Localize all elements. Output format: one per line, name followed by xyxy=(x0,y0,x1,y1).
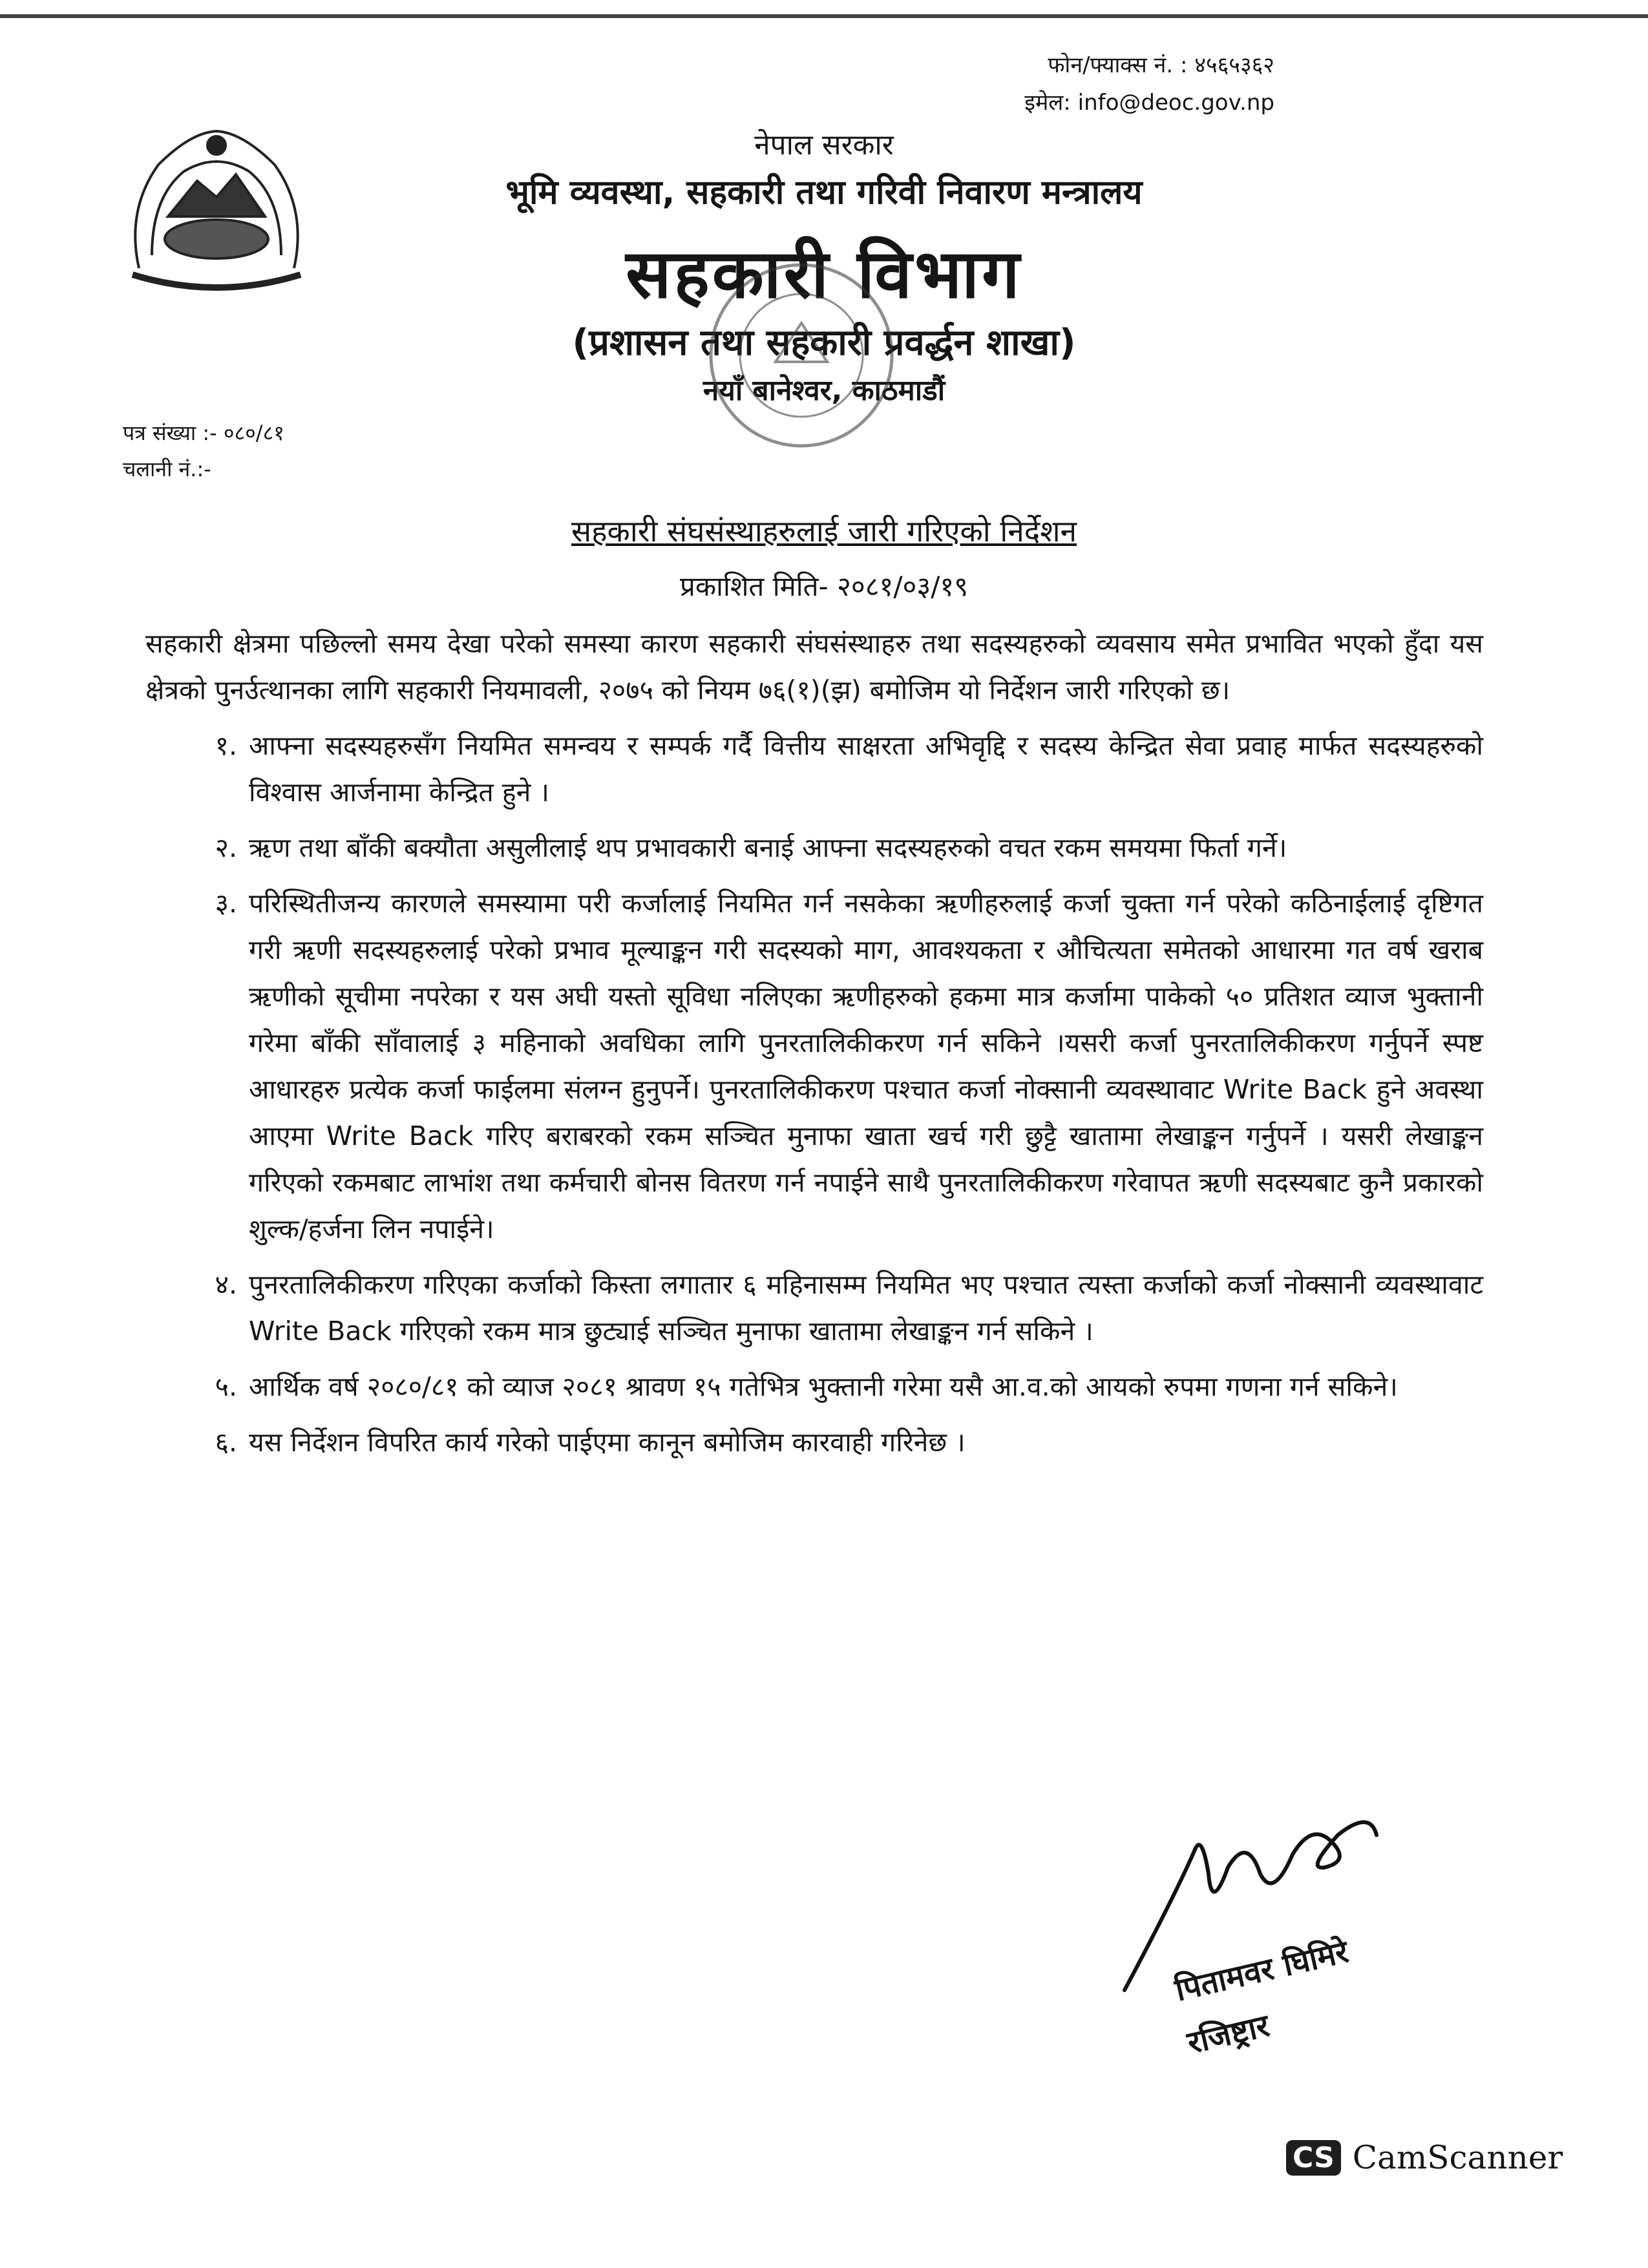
directive-number: २. xyxy=(215,832,237,863)
directive-text: पुनरतालिकीकरण गरिएका कर्जाको किस्ता लगातार ६ महिनासम्म नियमित भए पश्चात त्यस्ता कर्जाको कर्जा नोक्सानी व्यवस्थावाट Write Back गरिएको रकम मात्र छुट्याई सञ्चित मुनाफा खातामा लेखाङ्कन गर्न सकिने । xyxy=(249,1269,1483,1347)
directive-item xyxy=(145,1419,1483,1465)
letter-number: पत्र संख्या :- ०८०/८१ xyxy=(123,421,284,445)
reference-block xyxy=(123,415,284,487)
contact-block xyxy=(1024,47,1274,121)
signer-title: रजिष्ट्रार xyxy=(1184,2007,1273,2062)
directive-text: परिस्थितीजन्य कारणले समस्यामा परी कर्जालाई नियमित गर्न नसकेका ऋणीहरुलाई कर्जा चुक्ता गर्न परेको कठिनाईलाई दृष्टिगत गरी ऋणी सदस्यहरुलाई परेको प्रभाव मूल्याङ्कन गरी सदस्यको माग, आवश्यकता र औचित्यता समेतको आधारमा गत वर्ष खराब ऋणीको सूचीमा नपरेका र यस अघी यस्तो सूविधा नलिएका ऋणीहरुको हकमा मात्र कर्जामा पाकेको ५० प्रतिशत व्याज भुक्तानी गरेमा बाँकी साँवालाई ३ महिनाको अवधिका लागि पुनरतालिकीकरण गर्न सकिने ।यसरी कर्जा पुनरतालिकीकरण गर्नुपर्ने स्पष्ट आधारहरु प्रत्येक कर्जा फाईलमा संलग्न हुनुपर्ने। पुनरतालिकीकरण पश्चात कर्जा नोक्सानी व्यवस्थावाट Write Back हुने अवस्था आएमा Write Back गरिए बराबरको रकम सञ्चित मुनाफा खाता खर्च गरी छुट्टै खातामा लेखाङ्कन गर्नुपर्ने । यसरी लेखाङ्कन गरिएको रकमबाट लाभांश तथा कर्मचारी बोनस वितरण गर्न नपाईने साथै पुनरतालिकीकरण गरेवापत ऋणी सदस्यबाट कुनै प्रकारको शुल्क/हर्जना लिन नपाईने। xyxy=(249,888,1483,1244)
office-seal-stamp xyxy=(698,252,905,459)
directive-item xyxy=(145,880,1483,1252)
notice-title xyxy=(0,510,1648,551)
directive-item xyxy=(145,722,1483,815)
directive-number: ४. xyxy=(215,1269,237,1300)
government-name: नेपाल सरकार xyxy=(754,129,894,162)
directive-text: आफ्ना सदस्यहरुसँग नियमित समन्वय र सम्पर्क गर्दै वित्तीय साक्षरता अभिवृद्दि र सदस्य केन्द्रित सेवा प्रवाह मार्फत सदस्यहरुको विश्वास आर्जनामा केन्द्रित हुने । xyxy=(249,730,1483,808)
signer-name: पितामवर घिमिरे xyxy=(1172,1933,1352,2009)
branch-name: (प्रशासन तथा सहकारी प्रवर्द्धन शाखा) xyxy=(572,322,1076,364)
directive-item xyxy=(145,1363,1483,1410)
dispatch-number: चलानी नं.:- xyxy=(123,457,211,481)
top-border-line xyxy=(0,14,1648,18)
intro-paragraph: सहकारी क्षेत्रमा पछिल्लो समय देखा परेको समस्या कारण सहकारी संघसंस्थाहरु तथा सदस्यहरुको व्यवसाय समेत प्रभावित भएको हुँदा यस क्षेत्रको पुनर्उत्थानका लागि सहकारी नियमावली, २०७५ को नियम ७६(१)(झ) बमोजिम यो निर्देशन जारी गरिएको छ। xyxy=(145,628,1483,706)
directive-item xyxy=(145,824,1483,871)
directive-item xyxy=(145,1261,1483,1354)
camscanner-logo-icon: CS xyxy=(1286,2140,1341,2176)
published-date: प्रकाशित मिति- २०८१/०३/१९ xyxy=(679,571,969,602)
directive-text: आर्थिक वर्ष २०८०/८१ को व्याज २०८१ श्रावण १५ गतेभित्र भुक्तानी गरेमा यसै आ.व.को आयको रुपमा गणना गर्न सकिने। xyxy=(249,1371,1398,1402)
directive-number: ६. xyxy=(215,1427,237,1458)
camscanner-watermark xyxy=(1286,2139,1563,2176)
notice-body xyxy=(145,620,1483,1475)
phone-fax: फोन/फ्याक्स नं. : ४५६५३६२ xyxy=(1048,52,1274,78)
directive-number: ३. xyxy=(215,888,237,919)
department-name: सहकारी विभाग xyxy=(626,235,1022,313)
camscanner-label: CamScanner xyxy=(1352,2139,1563,2176)
directive-text: यस निर्देशन विपरित कार्य गरेको पाईएमा कानून बमोजिम कारवाही गरिनेछ । xyxy=(249,1427,966,1458)
notice-title-text: सहकारी संघसंस्थाहरुलाई जारी गरिएको निर्देशन xyxy=(571,514,1077,549)
directive-number: १. xyxy=(215,730,237,761)
email: इमेल: info@deoc.gov.np xyxy=(1024,90,1274,116)
directive-text: ऋण तथा बाँकी बक्यौता असुलीलाई थप प्रभावकारी बनाई आफ्ना सदस्यहरुको वचत रकम समयमा फिर्ता गर्ने। xyxy=(249,832,1287,863)
office-address: नयाँ बानेश्वर, काठमाडौं xyxy=(703,374,945,407)
ministry-name: भूमि व्यवस्था, सहकारी तथा गरिवी निवारण मन्त्रालय xyxy=(505,173,1143,212)
directive-number: ५. xyxy=(215,1371,237,1402)
